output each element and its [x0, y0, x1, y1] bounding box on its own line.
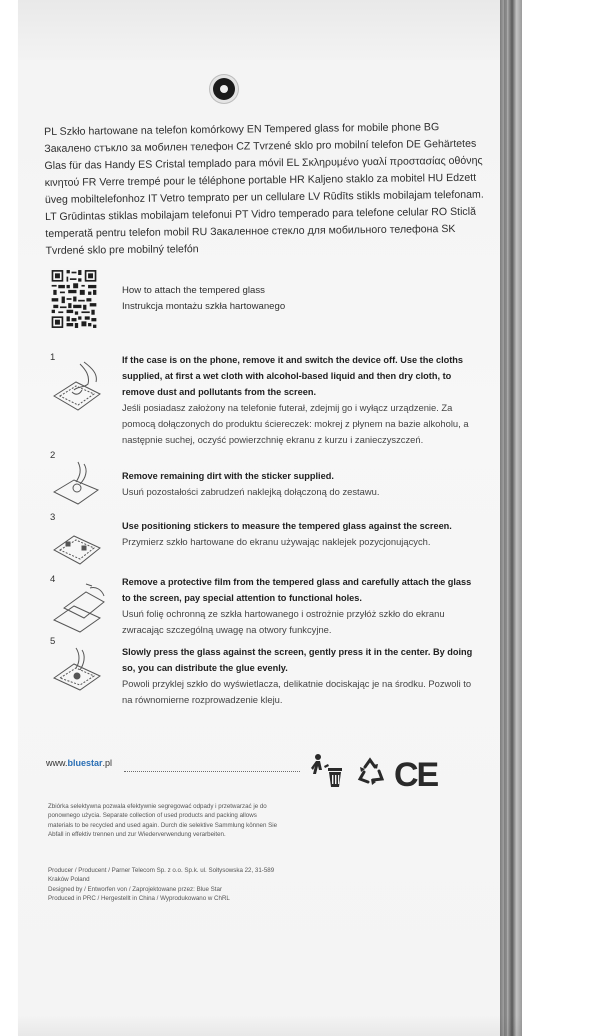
step-text-en: Slowly press the glass against the screen, gently press it in the center. By doing so, you can distribute the glue evenly.: [122, 647, 473, 673]
website-brand: bluestar: [67, 758, 103, 768]
howto-title-pl: Instrukcja montażu szkła hartowanego: [122, 301, 286, 312]
sticker-dust-illustration-icon: [50, 458, 110, 510]
dotted-divider: [124, 771, 300, 772]
step-text: [122, 574, 482, 638]
tidyman-bin-icon: [308, 752, 346, 790]
step-number: 2: [50, 450, 56, 461]
website-url: [46, 758, 112, 768]
produced-text: Produced in PRC / Hergestellt in China / Wyprodukowano w ChRL: [48, 895, 230, 903]
box-side-edge-line: [504, 0, 507, 1036]
step-number: 5: [50, 636, 56, 647]
wipe-screen-illustration-icon: [50, 360, 110, 412]
step-number: 1: [50, 352, 56, 363]
step-text: [122, 518, 482, 550]
step-text-en: Remove a protective film from the tempered glass and carefully attach the glass to the screen, pay special attention to functional holes.: [122, 577, 472, 603]
position-stickers-illustration-icon: [50, 520, 110, 572]
languages-paragraph: PL Szkło hartowane na telefon komórkowy EN Tempered glass for mobile phone BG Закалено стъкло за мобилен телефон CZ Tvrzené sklo pro mobilní telefon DE Gehärtetes Glas für das Handy ES Cristal templado para móvil EL Σκληρυμένο γυαλί προστασίας οθόνης κινητού FR Verre trempé pour le téléphone portable HR Kaljeno staklo za mobitel HU Edzett üveg mobiltelefonhoz IT Vetro temprato per un cellulare LV Rūdīts stikls mobilajam telefonam. LT Grūdintas stiklas mobilajam telefonui PT Vidro temperado para telefone celular RO Sticlă temperată pentru telefon mobil RU Закаленное стекло для мобильного телефона SK Tvrdené sklo pre mobilný telefón: [44, 121, 484, 257]
step-text-pl: Usuń pozostałości zabrudzeń naklejką dołączoną do zestawu.: [122, 486, 380, 497]
howto-title-en: How to attach the tempered glass: [122, 285, 265, 296]
howto-header: [122, 283, 285, 315]
step-text-en: Remove remaining dirt with the sticker supplied.: [122, 471, 334, 481]
disposal-note: Zbiórka selektywna pozwala efektywnie segregować odpady i przetwarzać je do ponownego użycia. Separate collection of used products and packing allows materials to be recycled and used again. Durch die selektive Sammlung können Sie Abfall in effektiv trennen und zur Wiederverwendung verarbeiten.: [48, 803, 278, 839]
attach-glass-illustration-icon: [50, 582, 110, 634]
hang-hole: [213, 78, 235, 100]
step-number: 4: [50, 574, 56, 585]
press-glass-illustration-icon: [50, 644, 110, 696]
website-prefix: www.: [46, 758, 68, 768]
recycle-icon: [356, 757, 386, 787]
producer-note: [48, 866, 278, 904]
floor-shadow: [18, 1015, 522, 1036]
step-text: [122, 352, 482, 448]
qr-code-icon: [50, 268, 98, 330]
step-text-pl: Usuń folię ochronną ze szkła hartowanego i ostrożnie przyłóż szkło do ekranu zwracając szczególną uwagę na otwory funkcyjne.: [122, 608, 445, 635]
step-text: [122, 644, 482, 708]
step-text-pl: Jeśli posiadasz założony na telefonie futerał, zdejmij go i wyłącz urządzenie. Za pomocą dołączonych do produktu ściereczek: mokrej z płynem na bazie alkoholu, a następnie suchej, oczyść powierzchnię ekranu z kurzu i zanieczyszczeń.: [122, 402, 469, 445]
step-text-pl: Przymierz szkło hartowane do ekranu używając naklejek pozycjonujących.: [122, 536, 431, 547]
step-text-pl: Powoli przyklej szkło do wyświetlacza, delikatnie dociskając je na środku. Pozwoli to na równomierne rozprowadzenie kleju.: [122, 678, 472, 705]
step-number: 3: [50, 512, 56, 523]
ce-mark: CE: [394, 756, 438, 794]
producer-text: Producer / Producent / Parner Telecom Sp. z o.o. Sp.k. ul. Sołtysowska 22, 31-589 Kraków Poland: [48, 867, 275, 884]
website-suffix: .pl: [102, 758, 113, 768]
step-text-en: Use positioning stickers to measure the tempered glass against the screen.: [122, 521, 452, 531]
step-text: [122, 468, 482, 500]
designed-text: Designed by / Entworfen von / Zaprojektowane przez: Blue Star: [48, 885, 223, 893]
step-text-en: If the case is on the phone, remove it and switch the device off. Use the cloths supplied, at first a wet cloth with alcohol-based liquid and then dry cloth, to remove dust and pollutants from the screen.: [122, 355, 464, 397]
box-top-shade: [18, 0, 502, 60]
